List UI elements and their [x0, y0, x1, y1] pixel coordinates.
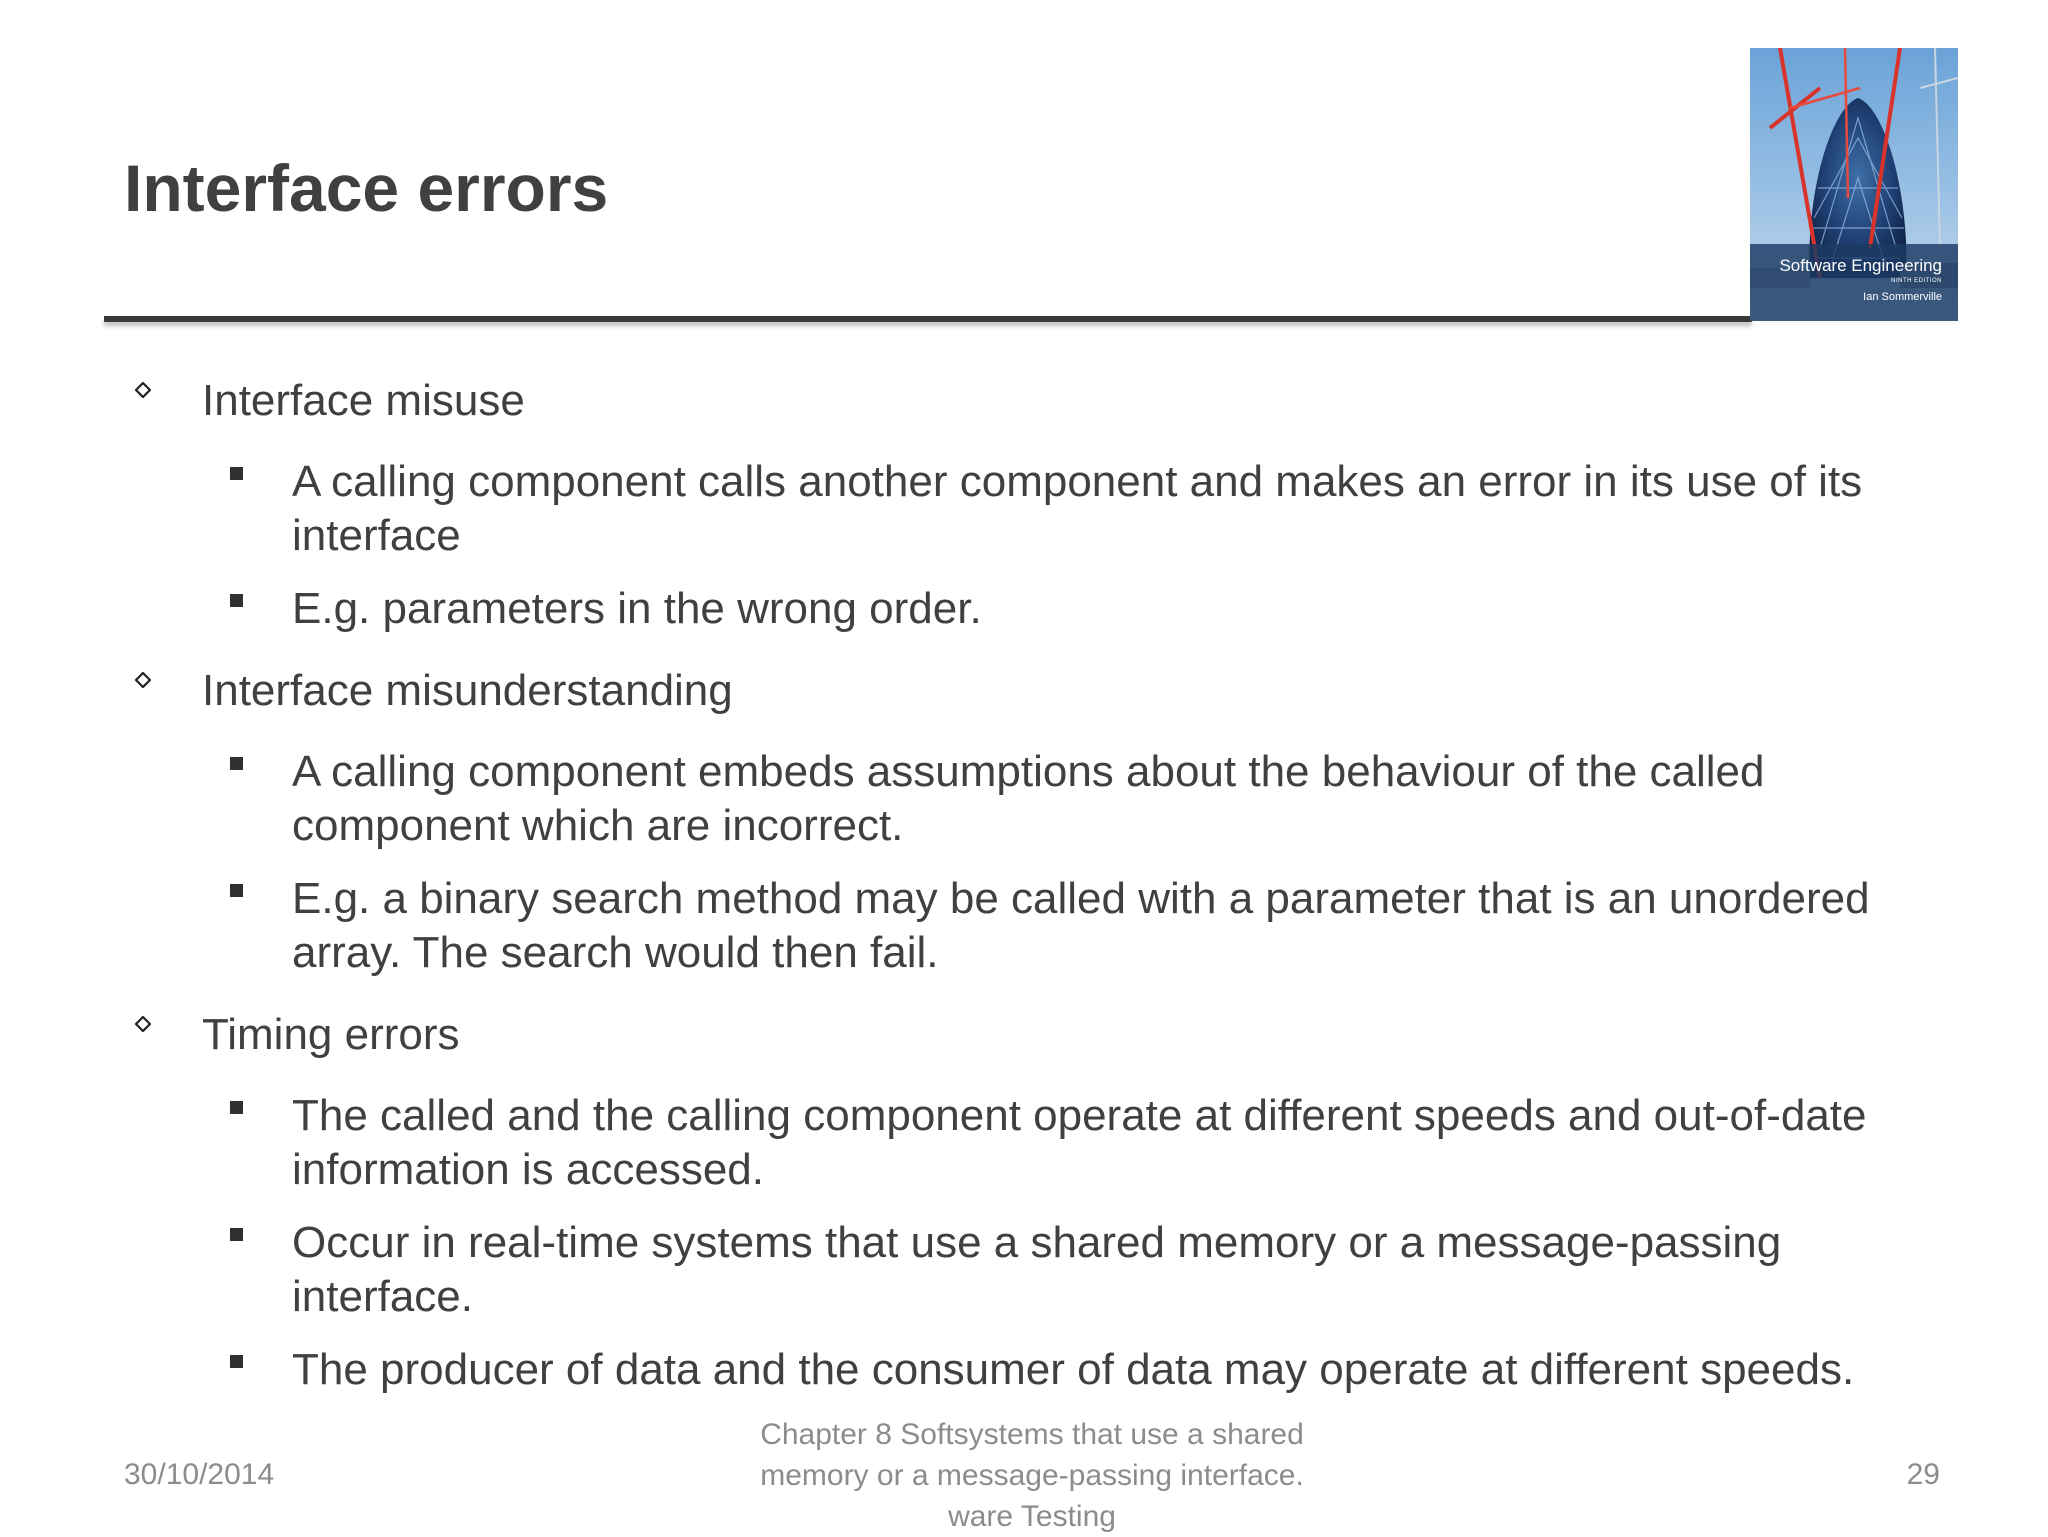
diamond-bullet-icon	[135, 1016, 151, 1032]
book-cover-edition: NINTH EDITION	[1891, 278, 1942, 284]
page-number: 29	[1906, 1458, 1940, 1491]
book-cover-image	[1750, 48, 1958, 321]
bullet-interface-misuse: Interface misuse	[202, 376, 525, 425]
bullet-interface-misunderstanding: Interface misunderstanding	[202, 666, 733, 715]
square-bullet-icon	[230, 467, 243, 480]
diamond-bullet-icon	[135, 382, 151, 398]
book-cover-author: Ian Sommerville	[1863, 291, 1942, 303]
sub-bullet: E.g. parameters in the wrong order.	[292, 584, 982, 633]
square-bullet-icon	[230, 1101, 243, 1114]
footer-chapter-line: Chapter 8 Softsystems that use a shared	[760, 1418, 1304, 1451]
footer-chapter	[700, 1414, 1364, 1537]
square-bullet-icon	[230, 884, 243, 897]
square-bullet-icon	[230, 594, 243, 607]
sub-bullet: A calling component embeds assumptions about the behaviour of the called component which are incorrect.	[292, 747, 1765, 850]
sub-bullet: E.g. a binary search method may be called with a parameter that is an unordered array. The search would then fail.	[292, 874, 1870, 977]
title-divider	[104, 316, 1752, 322]
diamond-bullet-icon	[135, 672, 151, 688]
sub-bullet: The called and the calling component operate at different speeds and out-of-date information is accessed.	[292, 1091, 1867, 1194]
square-bullet-icon	[230, 757, 243, 770]
book-cover-title: Software Engineering	[1779, 256, 1942, 275]
sub-bullet: A calling component calls another component and makes an error in its use of its interface	[292, 457, 1863, 560]
square-bullet-icon	[230, 1228, 243, 1241]
bullet-timing-errors: Timing errors	[202, 1010, 460, 1059]
sub-bullet: The producer of data and the consumer of data may operate at different speeds.	[292, 1345, 1855, 1394]
sub-bullet: Occur in real-time systems that use a shared memory or a message-passing interface.	[292, 1218, 1782, 1321]
footer-date: 30/10/2014	[124, 1458, 275, 1491]
footer-chapter-line: memory or a message-passing interface.	[760, 1459, 1304, 1492]
footer-chapter-line: ware Testing	[948, 1500, 1116, 1533]
slide-title: Interface errors	[124, 151, 609, 225]
square-bullet-icon	[230, 1355, 243, 1368]
